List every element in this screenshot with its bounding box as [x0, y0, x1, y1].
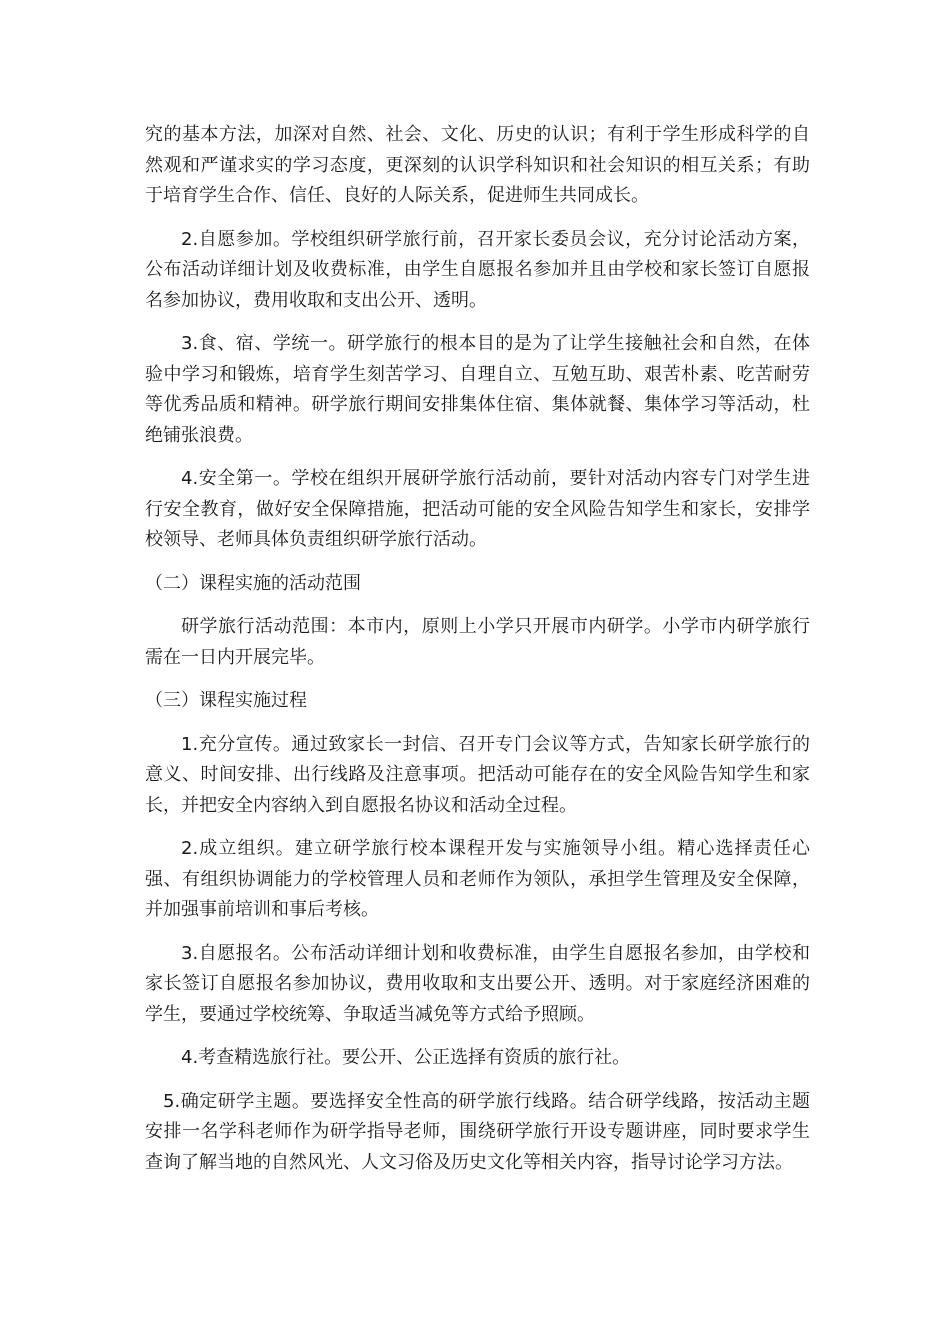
paragraph-study-theme: 5.确定研学主题。要选择安全性高的研学旅行线路。结合研学线路，按活动主题安排一名学科老师作为研学指导老师，围绕研学旅行开设专题讲座，同时要求学生查询了解当地的自然风光、人文习俗及历史文化等相关内容，指导讨论学习方法。 — [145, 1090, 810, 1173]
section-heading-implementation-process: （三）课程实施过程 — [145, 690, 307, 711]
paragraph-continuation: 究的基本方法，加深对自然、社会、文化、历史的认识；有利于学生形成科学的自然观和严谨求实的学习态度，更深刻的认识学科知识和社会知识的相互关系；有助于培育学生合作、信任、良好的人际关系，促进师生共同成长。 — [145, 124, 810, 206]
paragraph-registration: 3.自愿报名。公布活动详细计划和收费标准，由学生自愿报名参加，由学校和家长签订自愿报名参加协议，费用收取和支出要公开、透明。对于家庭经济困难的学生，要通过学校统筹、争取适当减免等方式给予照顾。 — [145, 942, 810, 1025]
paragraph-voluntary-participation: 2.自愿参加。学校组织研学旅行前，召开家长委员会议，充分讨论活动方案，公布活动详细计划及收费标准，由学生自愿报名参加并且由学校和家长签订自愿报名参加协议，费用收取和支出公开、透明。 — [145, 228, 810, 311]
paragraph-activity-scope: 研学旅行活动范围：本市内，原则上小学只开展市内研学。小学市内研学旅行需在一日内开展完毕。 — [145, 616, 810, 668]
paragraph-organization: 2.成立组织。建立研学旅行校本课程开发与实施领导小组。精心选择责任心强、有组织协调能力的学校管理人员和老师作为领队，承担学生管理及安全保障，并加强事前培训和事后考核。 — [145, 838, 810, 920]
paragraph-travel-agency: 4.考查精选旅行社。要公开、公正选择有资质的旅行社。 — [181, 1047, 631, 1068]
paragraph-publicity: 1.充分宣传。通过致家长一封信、召开专门会议等方式，告知家长研学旅行的意义、时间安排、出行线路及注意事项。把活动可能存在的安全风险告知学生和家长，并把安全内容纳入到自愿报名协议和活动全过程。 — [145, 733, 810, 816]
paragraph-unified-accommodation: 3.食、宿、学统一。研学旅行的根本目的是为了让学生接触社会和自然，在体验中学习和锻炼，培育学生刻苦学习、自理自立、互勉互助、艰苦朴素、吃苦耐劳等优秀品质和精神。研学旅行期间安排集体住宿、集体就餐、集体学习等活动，杜绝铺张浪费。 — [145, 333, 810, 446]
document-page — [145, 120, 810, 1191]
paragraph-safety-first: 4.安全第一。学校在组织开展研学旅行活动前，要针对活动内容专门对学生进行安全教育，做好安全保障措施，把活动可能的安全风险告知学生和家长，安排学校领导、老师具体负责组织研学旅行活动。 — [145, 468, 810, 550]
section-heading-activity-scope: （二）课程实施的活动范围 — [145, 572, 361, 594]
